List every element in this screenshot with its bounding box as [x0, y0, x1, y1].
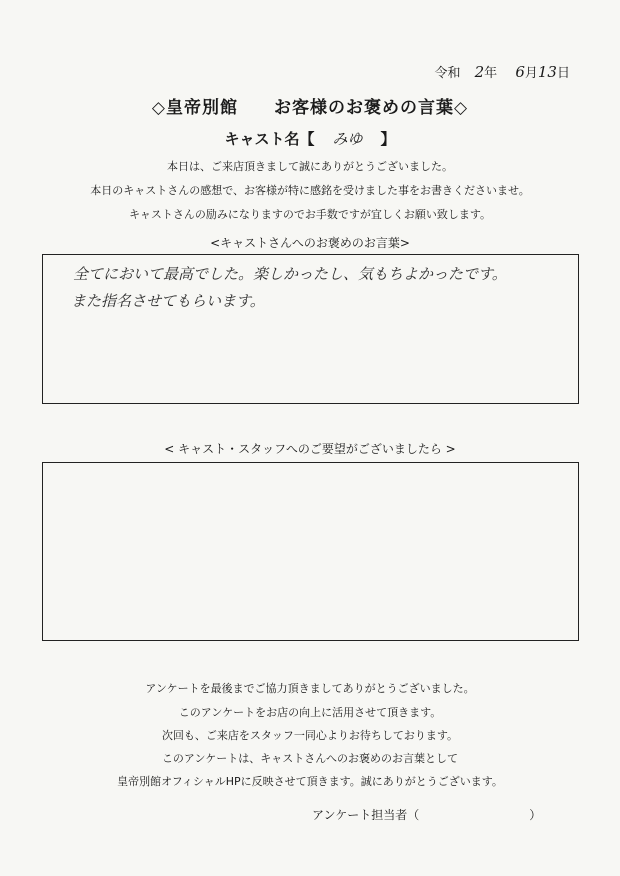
year-value: 2 [474, 63, 485, 81]
era: 令和 [434, 66, 461, 81]
staff-close: ） [529, 808, 542, 822]
page-title: ◇皇帝別館 お客様のお褒めの言葉◇ [151, 98, 469, 118]
footer-line-4: このアンケートは、キャストさんへのお褒めのお言葉として [161, 752, 459, 765]
compliment-line-2: また指名させてもらいます。 [71, 292, 265, 310]
cast-name-line [0, 128, 620, 149]
intro-line-1: 本日は、ご来店頂きまして誠にありがとうございました。 [167, 160, 453, 173]
cast-label: キャスト名【 [224, 130, 315, 148]
cast-close: 】 [380, 130, 396, 148]
compliment-line-1: 全てにおいて最高でした。楽しかったし、気もちよかったです。 [73, 265, 507, 283]
request-box [42, 462, 579, 641]
intro-line-3: キャストさんの励みになりますのでお手数ですが宜しくお願い致します。 [128, 208, 492, 221]
cast-name: みゆ [332, 130, 363, 148]
date-line [434, 62, 570, 81]
compliment-box [42, 254, 579, 404]
footer-line-2: このアンケートをお店の向上に活用させて頂きます。 [178, 706, 442, 719]
year-unit: 年 [484, 66, 498, 81]
staff-label: アンケート担当者（ [312, 808, 420, 822]
footer-line-5: 皇帝別館オフィシャルHPに反映させて頂きます。誠にありがとうございます。 [117, 775, 503, 788]
month-unit: 月 [524, 66, 538, 81]
footer-line-1: アンケートを最後までご協力頂きましてありがとうございました。 [145, 682, 475, 695]
footer-line-3: 次回も、ご来店をスタッフ一同心よりお待ちしております。 [161, 729, 459, 742]
day-value: 13 [537, 63, 557, 81]
day-unit: 日 [556, 66, 570, 81]
staff-line [312, 806, 541, 823]
section1-heading: <キャストさんへのお褒めのお言葉> [210, 236, 410, 250]
intro-line-2: 本日のキャストさんの感想で、お客様が特に感銘を受けました事をお書きくださいませ。 [90, 184, 530, 197]
section2-heading: < キャスト・スタッフへのご要望がございましたら > [164, 442, 456, 456]
month-value: 6 [515, 63, 525, 81]
